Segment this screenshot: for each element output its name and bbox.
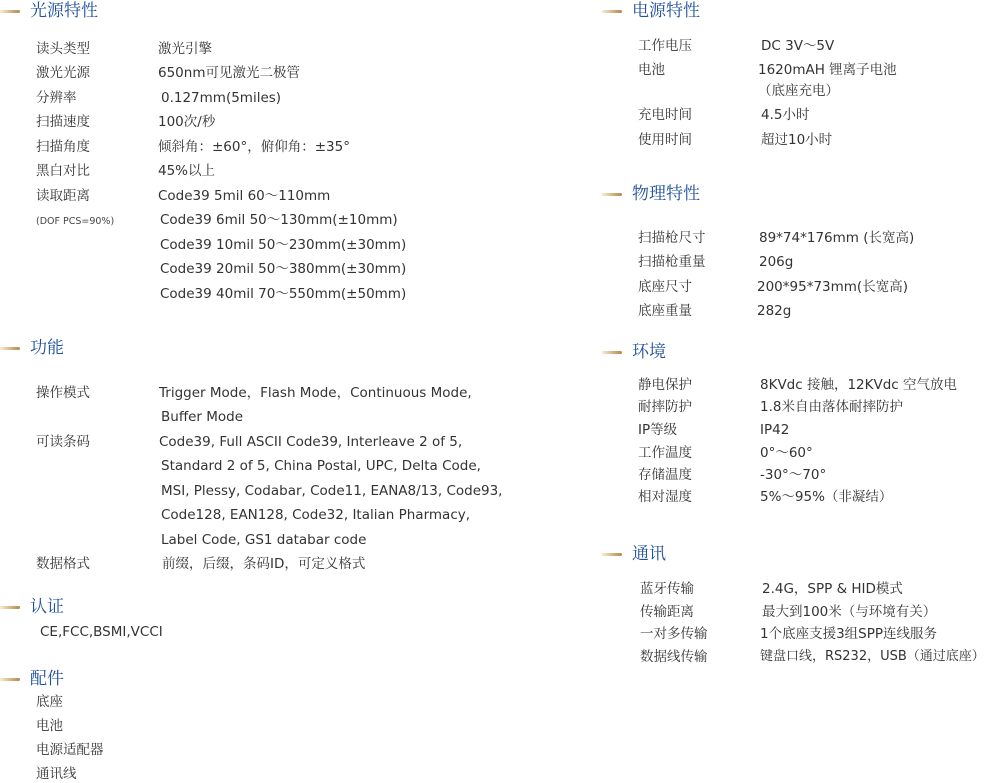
spec-value: 最大到100米（与环境有关） <box>762 604 937 620</box>
section-title: 物理特性 <box>632 184 700 204</box>
spec-label: 扫描枪尺寸 <box>638 230 706 246</box>
spec-label: 使用时间 <box>638 132 692 148</box>
section-heading-optical <box>0 0 98 22</box>
spec-label: 扫描枪重量 <box>638 254 706 270</box>
spec-value: 0.127mm(5miles) <box>161 90 282 106</box>
spec-value: 0°～60° <box>760 445 813 461</box>
section-heading-function <box>0 337 64 359</box>
cert-value: CE,FCC,BSMI,VCCI <box>40 624 163 640</box>
spec-label: 激光光源 <box>36 65 90 81</box>
spec-value: 1.8米自由落体耐摔防护 <box>760 399 903 415</box>
spec-value: 650nm可见激光二极管 <box>158 65 300 81</box>
spec-value: 4.5小时 <box>761 107 810 123</box>
heading-bar-icon <box>0 678 20 681</box>
spec-label: 操作模式 <box>36 385 90 401</box>
spec-value: Code39 6mil 50～130mm(±10mm) <box>160 212 398 228</box>
section-heading-physical <box>602 183 700 205</box>
spec-label: 充电时间 <box>638 107 692 123</box>
section-title: 环境 <box>632 342 666 362</box>
list-item: 电源适配器 <box>36 742 104 758</box>
section-title: 认证 <box>30 597 64 617</box>
spec-label: 存储温度 <box>638 467 692 483</box>
spec-value: 100次/秒 <box>158 114 216 130</box>
spec-value: Code39, Full ASCII Code39, Interleave 2 of 5, <box>159 434 463 450</box>
spec-value: 206g <box>759 254 794 270</box>
spec-value: 前缀，后缀，条码ID，可定义格式 <box>162 556 366 572</box>
spec-value: 倾斜角：±60°，俯仰角：±35° <box>158 139 350 155</box>
spec-value: 45%以上 <box>158 163 216 179</box>
spec-label-note: (DOF PCS=90%) <box>36 216 115 227</box>
heading-bar-icon <box>602 193 622 196</box>
heading-bar-icon <box>602 553 622 556</box>
heading-bar-icon <box>0 347 20 350</box>
section-title: 光源特性 <box>30 1 98 21</box>
spec-label: 可读条码 <box>36 434 90 450</box>
heading-bar-icon <box>0 10 20 13</box>
spec-label: 相对湿度 <box>638 489 692 505</box>
spec-label: 传输距离 <box>640 604 694 620</box>
spec-label: 分辨率 <box>36 90 77 106</box>
spec-value: 键盘口线，RS232，USB（通过底座） <box>760 649 985 664</box>
spec-value: 89*74*176mm (长宽高) <box>759 230 915 246</box>
section-title: 通讯 <box>632 544 666 564</box>
heading-bar-icon <box>602 10 622 13</box>
spec-label: 黑白对比 <box>36 163 90 179</box>
spec-value: Standard 2 of 5, China Postal, UPC, Delta Code, <box>161 458 481 474</box>
spec-value: Code39 10mil 50～230mm(±30mm) <box>160 237 407 253</box>
spec-label: 数据线传输 <box>640 649 708 665</box>
spec-value: Code128, EAN128, Code32, Italian Pharmacy, <box>161 507 471 523</box>
spec-value: -30°～70° <box>760 467 827 483</box>
spec-value: MSI, Plessy, Codabar, Code11, EANA8/13, Code93, <box>161 483 503 499</box>
spec-value: Label Code, GS1 databar code <box>161 532 367 548</box>
list-item: 通讯线 <box>36 766 77 782</box>
spec-value: 2.4G，SPP & HID模式 <box>762 581 903 597</box>
list-item: 底座 <box>36 694 63 710</box>
spec-label: 读头类型 <box>36 41 90 57</box>
spec-value: 1个底座支援3组SPP连线服务 <box>760 626 938 642</box>
spec-value: Code39 20mil 50～380mm(±30mm) <box>160 261 407 277</box>
spec-value: Buffer Mode <box>161 409 244 425</box>
spec-value: DC 3V～5V <box>761 38 835 54</box>
heading-bar-icon <box>602 351 622 354</box>
spec-value: 1620mAH 锂离子电池 <box>758 62 897 78</box>
spec-label: 工作温度 <box>638 445 692 461</box>
spec-label: 一对多传输 <box>640 626 708 642</box>
spec-label: 静电保护 <box>638 377 692 393</box>
spec-value: IP42 <box>760 422 790 438</box>
spec-label: 工作电压 <box>638 38 692 54</box>
spec-value: 200*95*73mm(长宽高) <box>757 279 908 295</box>
spec-value: 激光引擎 <box>158 41 212 57</box>
spec-label: 底座重量 <box>638 303 692 319</box>
spec-value: 8KVdc 接触，12KVdc 空气放电 <box>760 377 958 393</box>
spec-label: 扫描角度 <box>36 139 90 155</box>
spec-value: 5%～95%（非凝结） <box>760 489 893 505</box>
spec-value: 282g <box>757 303 792 319</box>
section-heading-cert <box>0 596 64 618</box>
section-title: 配件 <box>30 669 64 689</box>
spec-label: 读取距离 <box>36 188 90 204</box>
spec-label: IP等级 <box>638 422 678 438</box>
spec-label: 电池 <box>638 62 665 78</box>
section-heading-accessories <box>0 668 64 690</box>
spec-value: Trigger Mode，Flash Mode，Continuous Mode, <box>159 385 472 401</box>
spec-label: 耐摔防护 <box>638 399 692 415</box>
section-heading-comm <box>602 543 666 565</box>
spec-label: 蓝牙传输 <box>640 581 694 597</box>
spec-value: 超过10小时 <box>761 132 833 148</box>
heading-bar-icon <box>0 606 20 609</box>
spec-value: Code39 40mil 70～550mm(±50mm) <box>160 286 407 302</box>
spec-label: 底座尺寸 <box>638 279 692 295</box>
spec-label: 数据格式 <box>36 556 90 572</box>
list-item: 电池 <box>36 718 63 734</box>
spec-value: （底座充电） <box>758 83 839 99</box>
section-heading-power <box>602 0 700 22</box>
spec-value: Code39 5mil 60～110mm <box>158 188 331 204</box>
section-title: 功能 <box>30 338 64 358</box>
section-title: 电源特性 <box>632 1 700 21</box>
spec-label: 扫描速度 <box>36 114 90 130</box>
section-heading-environment <box>602 341 666 363</box>
